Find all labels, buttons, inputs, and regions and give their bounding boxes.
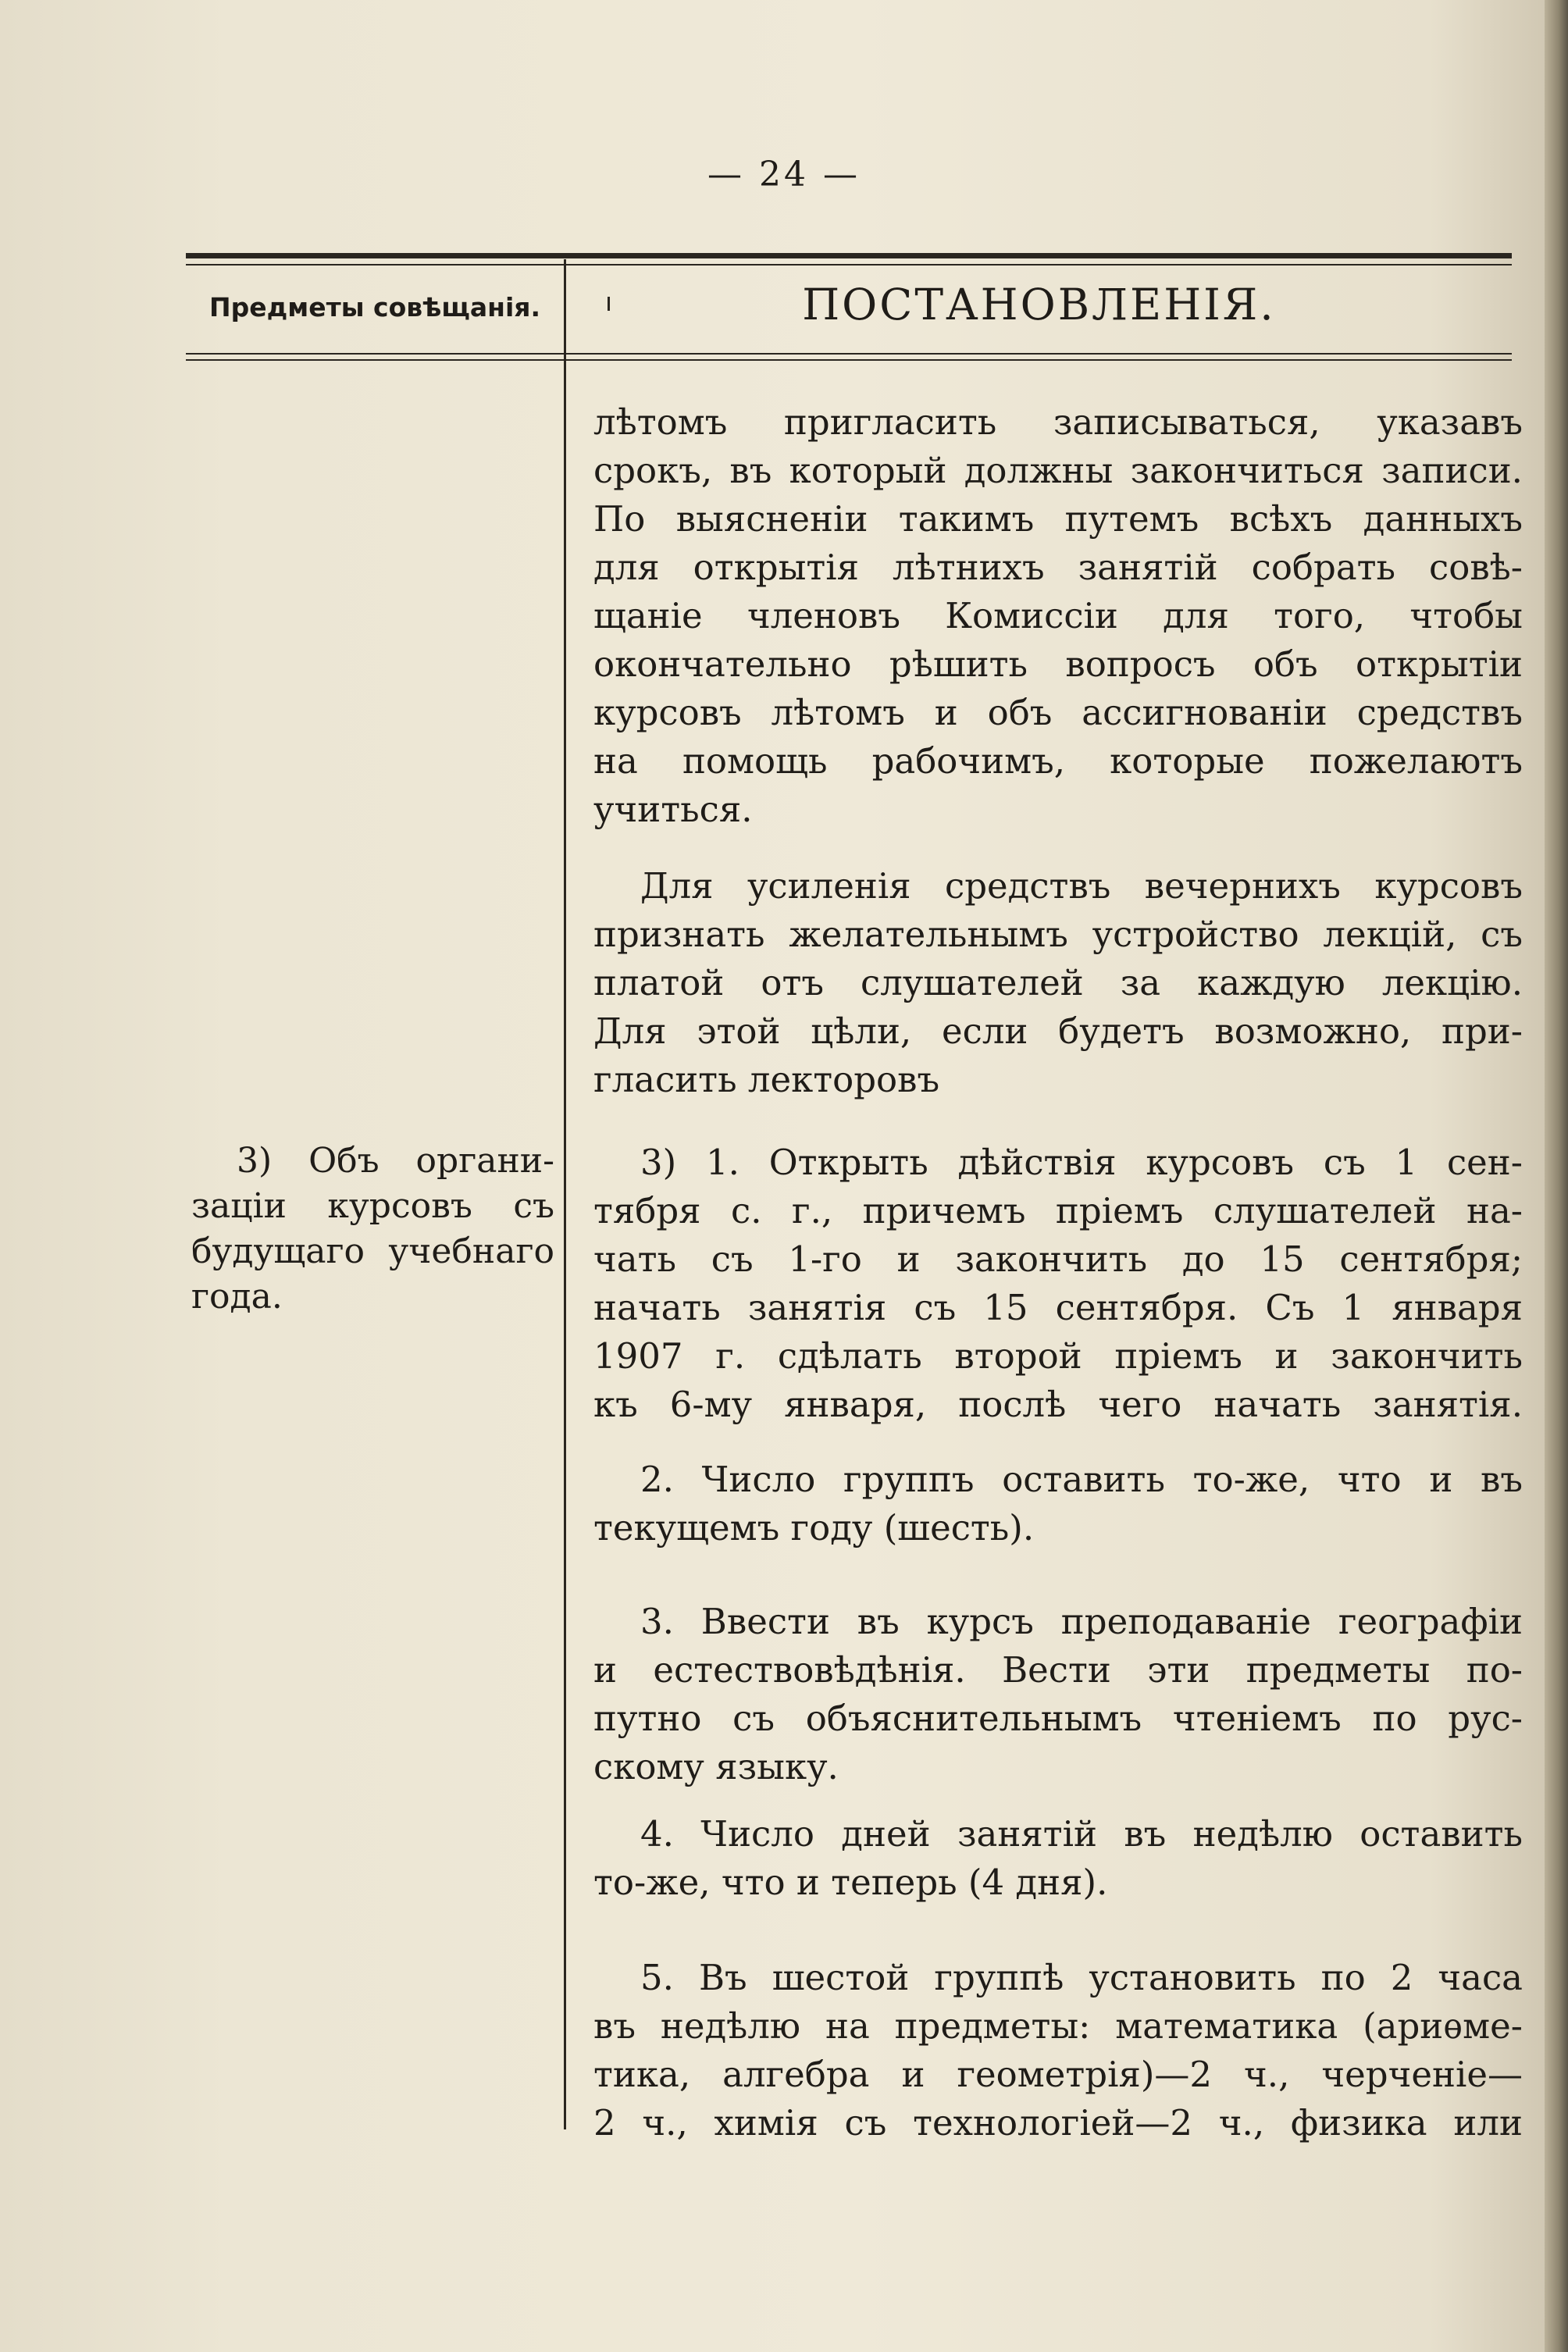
agenda-item-line: заціи курсовъ съ: [191, 1186, 554, 1226]
left-column-header: Предметы совѣщанія.: [208, 292, 541, 323]
text-line: платой отъ слушателей за каждую лекцію.: [593, 962, 1523, 1003]
text-line: признать желательнымъ устройство лекцій, съ: [593, 914, 1523, 955]
resolution-3-item-2-cont: [593, 1504, 1523, 1552]
text-line: на помощь рабочимъ, которые пожелаютъ: [593, 740, 1523, 782]
resolution-3-item-3-cont: [593, 1646, 1523, 1791]
agenda-item-line: будущаго учебнаго: [191, 1231, 554, 1271]
table-top-rule: [186, 253, 1512, 258]
resolution-paragraph-2: [593, 862, 1523, 911]
column-divider: [564, 259, 566, 2129]
header-bottom-rule: [186, 353, 1512, 355]
text-line: тября с. г., причемъ пріемъ слушателей на-: [593, 1190, 1523, 1231]
resolution-3-item-5-cont: [593, 2002, 1523, 2147]
right-column-header: ПОСТАНОВЛЕНІЯ.: [802, 280, 1276, 330]
text-line: то-же, что и теперь (4 дня).: [593, 1862, 1108, 1903]
page-edge: [1545, 0, 1568, 2352]
text-line: курсовъ лѣтомъ и объ ассигнованіи средствъ: [593, 692, 1523, 733]
agenda-item-line: 3) Объ органи-: [237, 1141, 554, 1181]
text-line: чать съ 1-го и закончить до 15 сентября;: [593, 1238, 1523, 1280]
header-bottom-rule-thin: [186, 359, 1512, 361]
text-line: тика, алгебра и геометрія)—2 ч., черченіе—: [593, 2054, 1523, 2095]
page-number: — 24 —: [707, 155, 861, 194]
text-line: 5. Въ шестой группѣ установить по 2 часа: [640, 1957, 1523, 1998]
text-line: срокъ, въ который должны закончиться записи.: [593, 450, 1523, 491]
resolution-3-item-1: [593, 1139, 1523, 1187]
text-line: для открытія лѣтнихъ занятій собрать совѣ-: [593, 547, 1523, 588]
text-line: и естествовѣдѣнія. Вести эти предметы по-: [593, 1649, 1523, 1691]
resolution-3-item-4: [593, 1810, 1523, 1858]
resolution-3-item-2: [593, 1456, 1523, 1504]
text-line: 3. Ввести въ курсъ преподаваніе географіи: [640, 1601, 1523, 1642]
resolution-3-item-3: [593, 1598, 1523, 1646]
table-top-rule-thin: [186, 264, 1512, 265]
text-line: путно съ объяснительнымъ чтеніемъ по рус-: [593, 1698, 1523, 1739]
text-line: скому языку.: [593, 1746, 839, 1787]
text-line: текущемъ году (шесть).: [593, 1507, 1035, 1548]
agenda-item-3: [191, 1139, 554, 1320]
text-line: Для усиленія средствъ вечернихъ курсовъ: [640, 865, 1523, 907]
text-line: 2. Число группъ оставить то-же, что и въ: [640, 1459, 1523, 1500]
text-line: Для этой цѣли, если будетъ возможно, при-: [593, 1010, 1523, 1052]
text-line: 2 ч., химія съ технологіей—2 ч., физика или: [593, 2102, 1523, 2144]
text-line: лѣтомъ пригласить записываться, указавъ: [593, 401, 1523, 443]
text-line: По выясненіи такимъ путемъ всѣхъ данныхъ: [593, 498, 1523, 540]
resolution-paragraph-1: [593, 398, 1523, 834]
text-line: гласить лекторовъ: [593, 1059, 940, 1100]
agenda-item-line: года.: [191, 1277, 283, 1317]
text-line: 4. Число дней занятій въ недѣлю оставить: [640, 1813, 1523, 1855]
resolution-3-item-4-cont: [593, 1858, 1523, 1907]
text-line: въ недѣлю на предметы: математика (ариѳме-: [593, 2005, 1523, 2047]
resolution-3-item-1-cont: [593, 1187, 1523, 1429]
text-line: учиться.: [593, 789, 753, 830]
resolution-paragraph-2-cont: [593, 911, 1523, 1104]
resolution-3-item-5: [593, 1954, 1523, 2002]
text-line: 3) 1. Открыть дѣйствія курсовъ съ 1 сен-: [640, 1142, 1523, 1183]
text-line: окончательно рѣшить вопросъ объ открытіи: [593, 643, 1523, 685]
text-line: 1907 г. сдѣлать второй пріемъ и закончить: [593, 1335, 1523, 1377]
text-line: щаніе членовъ Комиссіи для того, чтобы: [593, 595, 1523, 636]
text-line: къ 6-му января, послѣ чего начать занятія.: [593, 1384, 1523, 1425]
text-line: начать занятія съ 15 сентября. Съ 1 января: [593, 1287, 1523, 1328]
